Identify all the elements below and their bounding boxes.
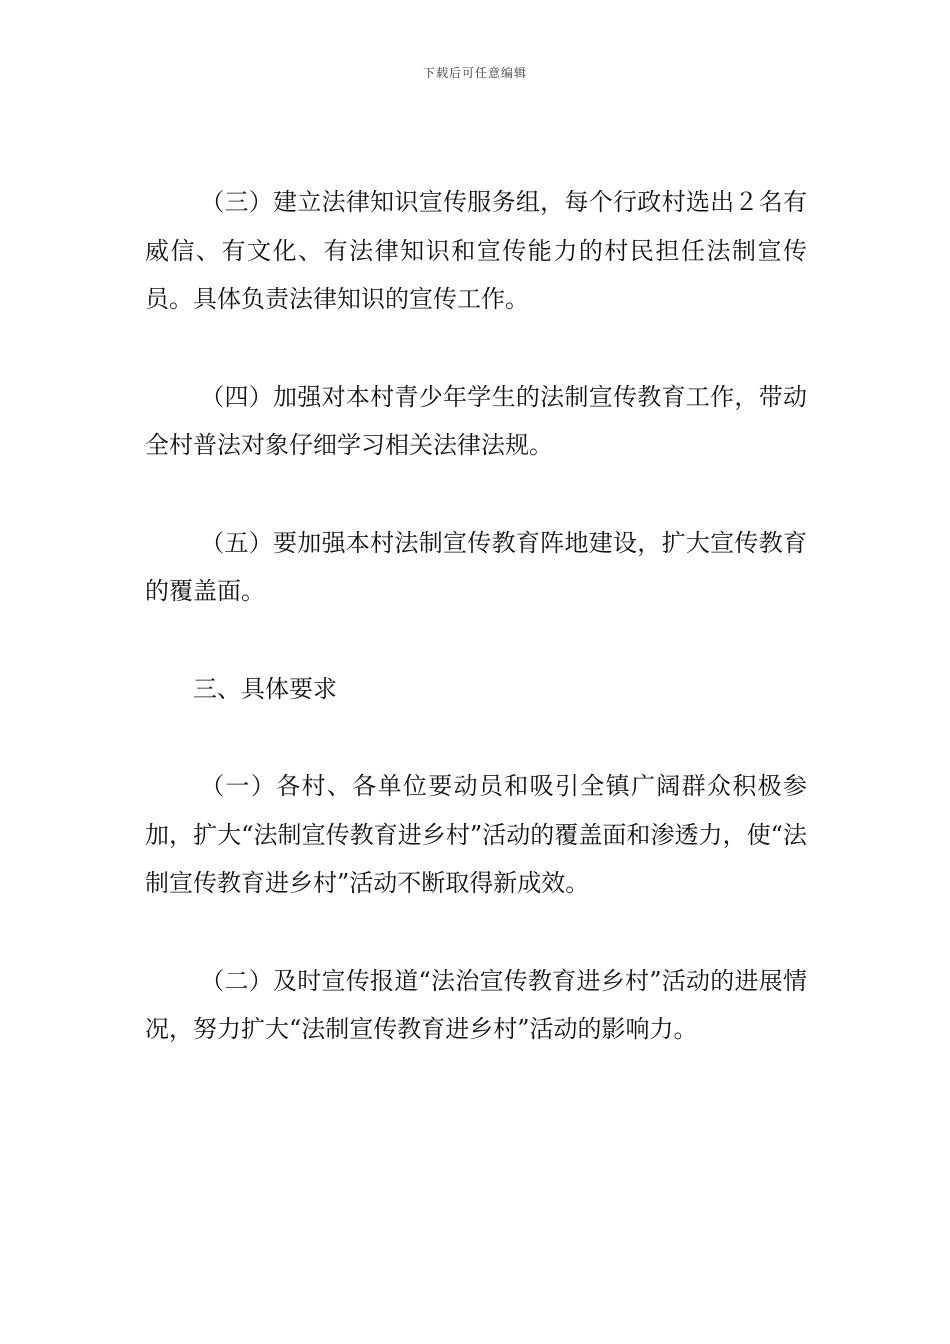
paragraph-3: （三）建立法律知识宣传服务组，每个行政村选出２名有威信、有文化、有法律知识和宣传能力的村民担任法制宣传员。具体负责法律知识的宣传工作。 bbox=[145, 188, 807, 313]
section-heading-requirements: 三、具体要求 bbox=[193, 674, 337, 703]
document-body bbox=[145, 178, 807, 1054]
paragraph-spacer bbox=[145, 908, 807, 957]
paragraph-5: （五）要加强本村法制宣传教育阵地建设，扩大宣传教育的覆盖面。 bbox=[145, 528, 807, 605]
paragraph-4: （四）加强对本村青少年学生的法制宣传教育工作，带动全村普法对象仔细学习相关法律法规。 bbox=[145, 382, 807, 459]
paragraph-spacer bbox=[145, 470, 807, 519]
page-header-note: 下载后可任意编辑 bbox=[422, 66, 527, 80]
paragraph-spacer bbox=[145, 616, 807, 665]
requirement-2: （二）及时宣传报道“法治宣传教育进乡村”活动的进展情况，努力扩大“法制宣传教育进乡村”活动的影响力。 bbox=[145, 966, 807, 1043]
paragraph-spacer bbox=[145, 713, 807, 762]
requirement-1: （一）各村、各单位要动员和吸引全镇广阔群众积极参加，扩大“法制宣传教育进乡村”活动的覆盖面和渗透力，使“法制宣传教育进乡村”活动不断取得新成效。 bbox=[145, 772, 807, 897]
paragraph-spacer bbox=[145, 324, 807, 373]
